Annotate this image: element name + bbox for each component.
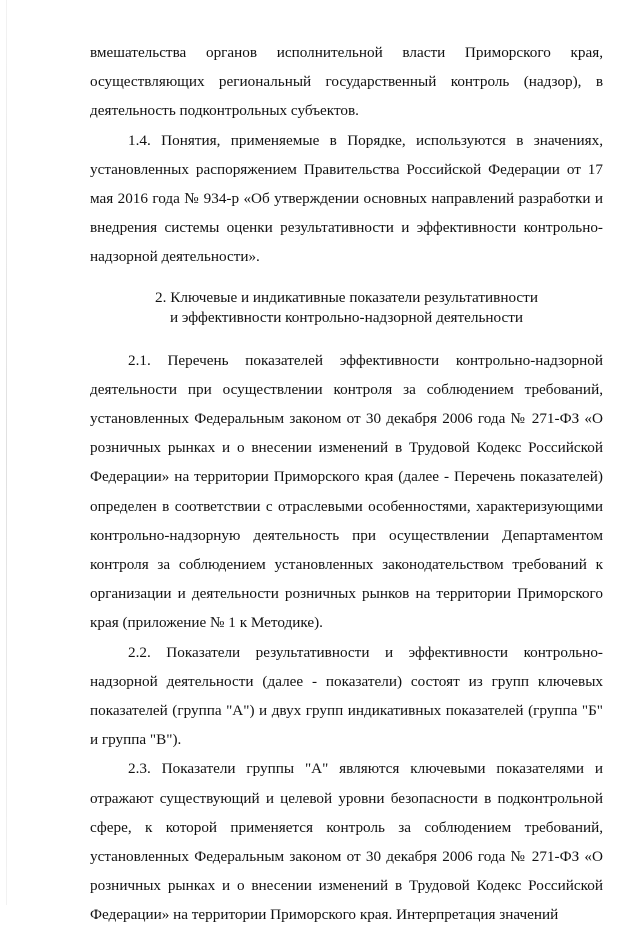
paragraph-intro-continuation: вмешательства органов исполнительной власти Приморского края, осуществляющих региональный государственный контроль (надзор), в деятельность подконтрольных субъектов. bbox=[90, 44, 603, 120]
section-heading bbox=[90, 288, 603, 328]
paragraph-1-4: 1.4. Понятия, применяемые в Порядке, используются в значениях, установленных распоряжением Правительства Российской Федерации от 17 мая 2016 года № 934-р «Об утверждении основных направлений разработки и внедрения системы оценки результативности и эффективности контрольно-надзорной деятельности». bbox=[90, 131, 603, 266]
section-heading-line-1: 2. Ключевые и индикативные показатели результативности bbox=[155, 288, 538, 306]
paragraph-2-3: 2.3. Показатели группы "А" являются ключевыми показателями и отражают существующий и целевой уровни безопасности в подконтрольной сфере, к которой применяется контроль за соблюдением требований, установленных Федеральным законом от 30 декабря 2006 года № 271-ФЗ «О розничных рынках и о внесении изменений в Трудовой Кодекс Российской Федерации» на территории Приморского края. Интерпретация значений bbox=[90, 760, 603, 924]
paragraph-2-1: 2.1. Перечень показателей эффективности контрольно-надзорной деятельности при осуществлении контроля за соблюдением требований, установленных Федеральным законом от 30 декабря 2006 года № 271-ФЗ «О розничных рынках и о внесении изменений в Трудовой Кодекс Российской Федерации» на территории Приморского края (далее - Перечень показателей) определен в соответствии с отраслевыми особенностями, характеризующими контрольно-надзорную деятельность при осуществлении Департаментом контроля за соблюдением установленных законодательством требований к организации и деятельности розничных рынков на территории Приморского края (приложение № 1 к Методике). bbox=[90, 351, 603, 632]
paragraph-2-2: 2.2. Показатели результативности и эффективности контрольно-надзорной деятельности (далее - показатели) состоят из групп ключевых показателей (группа "А") и двух групп индикативных показателей (группа "Б" и группа "В"). bbox=[90, 643, 603, 749]
scan-edge-line bbox=[6, 0, 7, 905]
document-body bbox=[90, 38, 603, 930]
section-heading-line-2: и эффективности контрольно-надзорной деятельности bbox=[169, 308, 524, 326]
